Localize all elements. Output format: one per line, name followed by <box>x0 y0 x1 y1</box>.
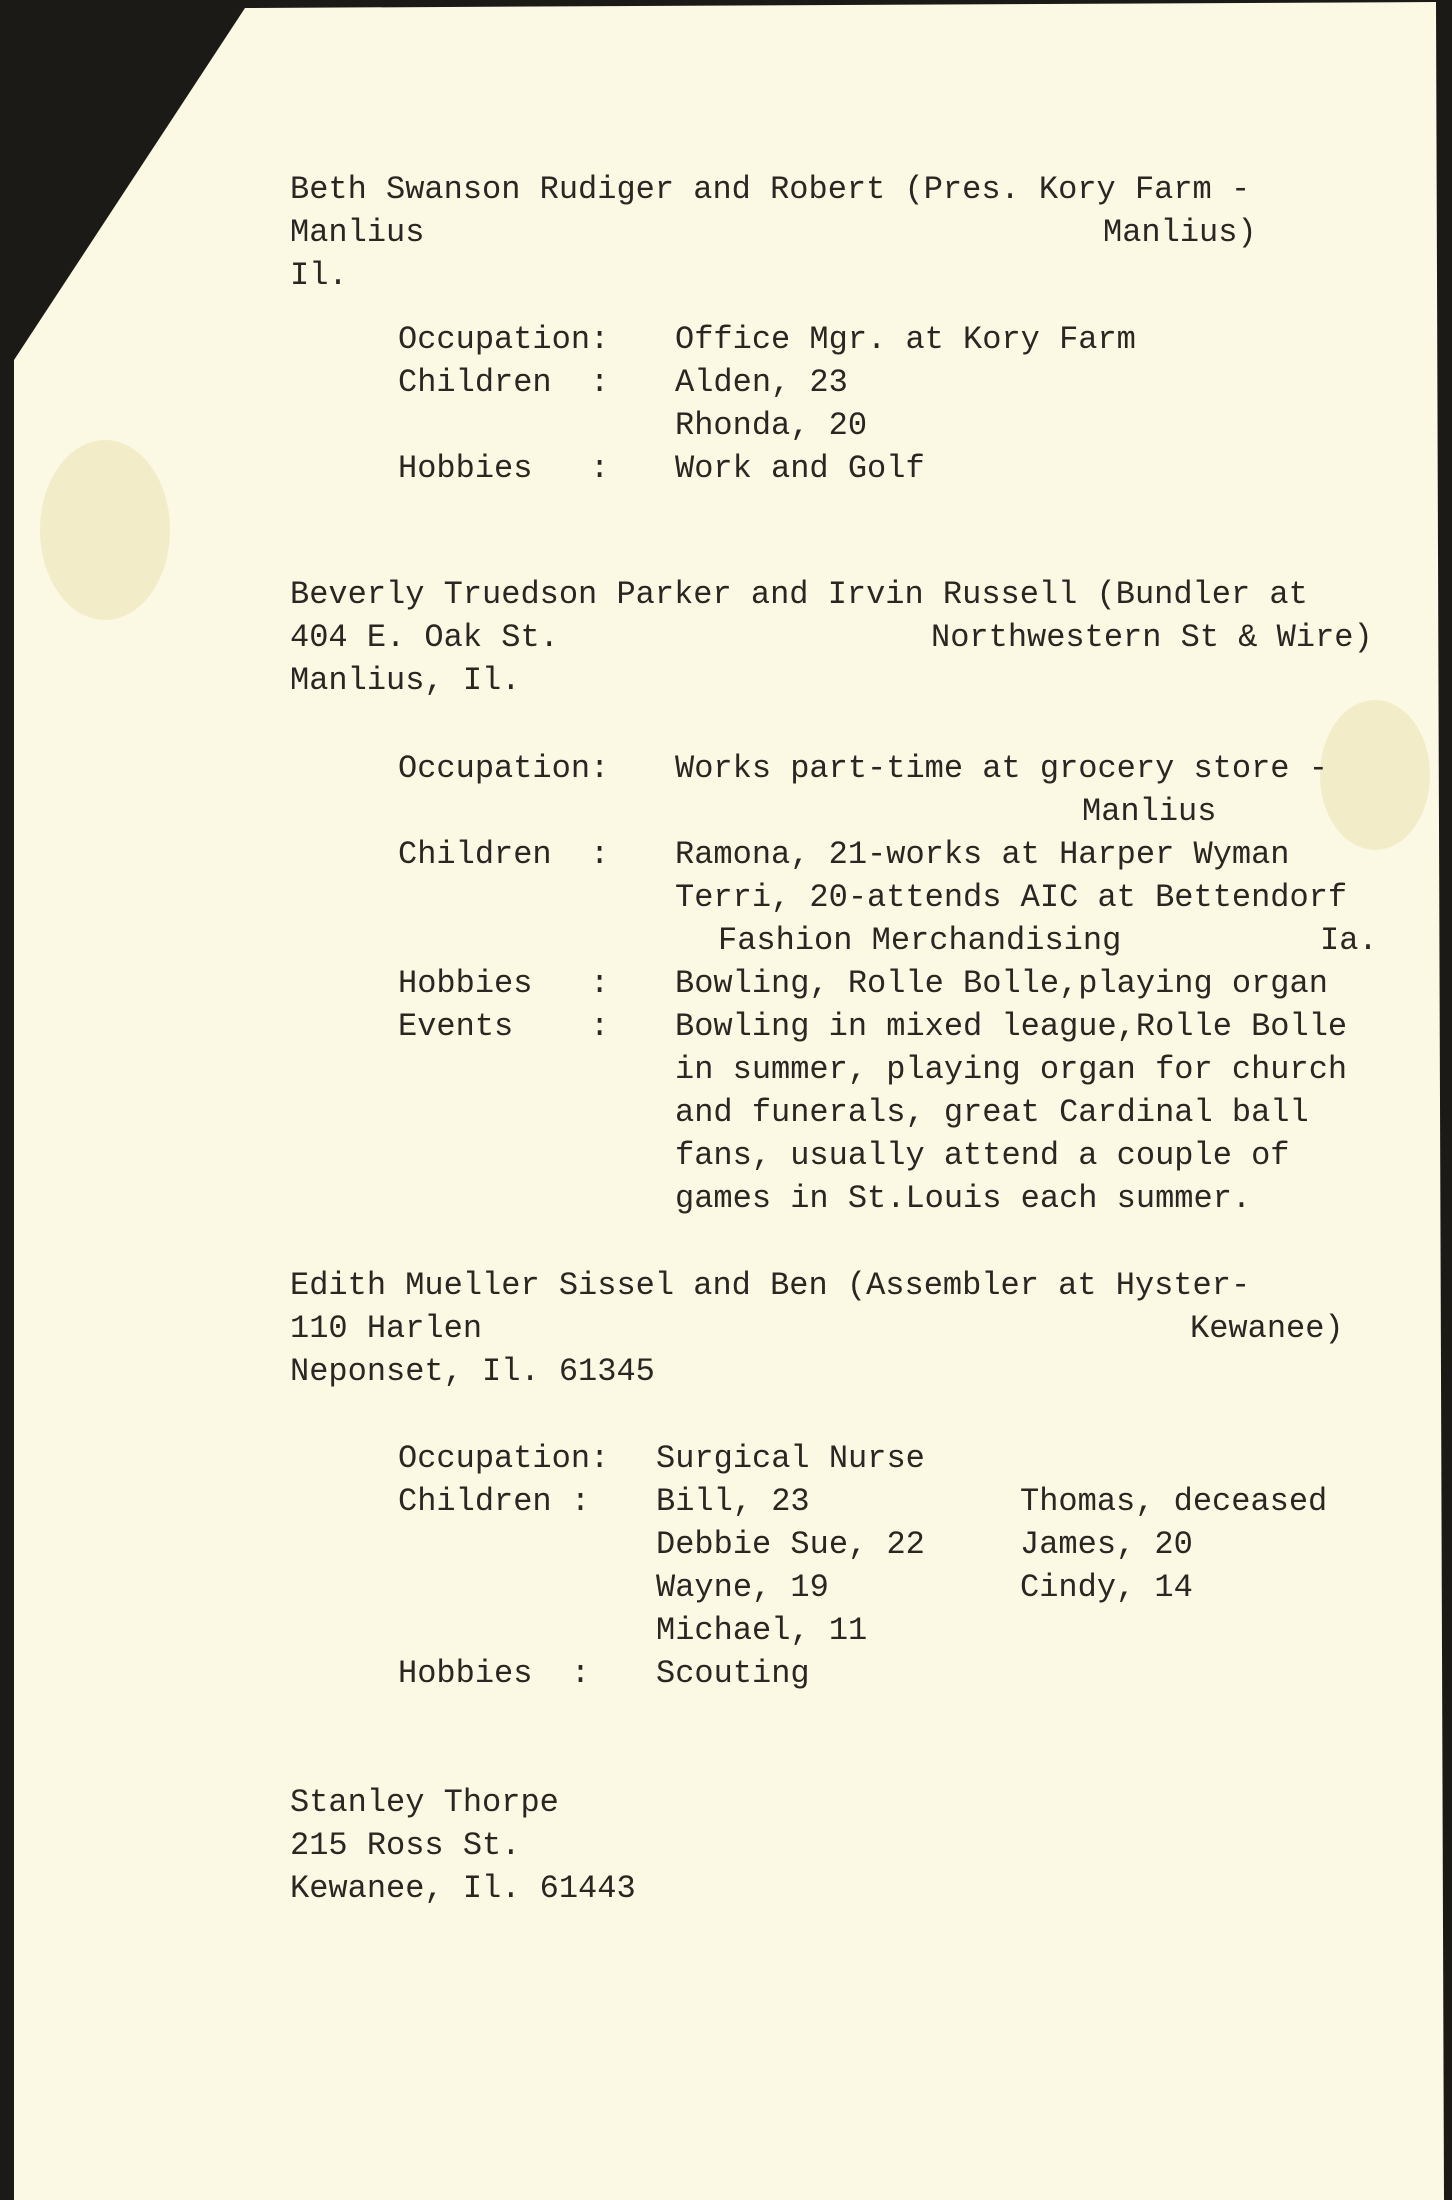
entry-address-line: 404 E. Oak St. <box>290 619 559 656</box>
entry-address-line: Kewanee, Il. 61443 <box>290 1870 636 1907</box>
child-entry: Cindy, 14 <box>1020 1569 1193 1606</box>
entry-name-line: Beth Swanson Rudiger and Robert (Pres. Kory Farm - <box>290 171 1251 208</box>
entry-spouse-continued: Manlius) <box>1103 214 1257 251</box>
events-value: games in St.Louis each summer. <box>675 1180 1252 1217</box>
children-label: Children : <box>398 364 610 401</box>
entry-spouse-continued: Kewanee) <box>1190 1310 1344 1347</box>
child-entry: Alden, 23 <box>675 364 848 401</box>
hobbies-value: Scouting <box>656 1655 810 1692</box>
events-value: in summer, playing organ for church <box>675 1051 1348 1088</box>
child-entry: Terri, 20-attends AIC at Bettendorf <box>675 879 1348 916</box>
hobbies-value: Work and Golf <box>675 450 925 487</box>
hobbies-value: Bowling, Rolle Bolle,playing organ <box>675 965 1328 1002</box>
occupation-label: Occupation: <box>398 750 610 787</box>
child-entry: Debbie Sue, 22 <box>656 1526 925 1563</box>
events-value: Bowling in mixed league,Rolle Bolle <box>675 1008 1348 1045</box>
entry-name-line: Edith Mueller Sissel and Ben (Assembler at Hyster- <box>290 1267 1251 1304</box>
entry-address-line: 215 Ross St. <box>290 1827 521 1864</box>
hobbies-label: Hobbies : <box>398 1655 591 1692</box>
hobbies-label: Hobbies : <box>398 450 610 487</box>
occupation-value: Manlius <box>1082 793 1217 830</box>
occupation-value: Surgical Nurse <box>656 1440 925 1477</box>
child-entry: Bill, 23 <box>656 1483 810 1520</box>
entry-address-line: 110 Harlen <box>290 1310 483 1347</box>
child-entry-note: Fashion Merchandising <box>718 922 1122 959</box>
events-value: fans, usually attend a couple of <box>675 1137 1290 1174</box>
child-entry: Rhonda, 20 <box>675 407 868 444</box>
events-value: and funerals, great Cardinal ball <box>675 1094 1309 1131</box>
occupation-value: Works part-time at grocery store - <box>675 750 1328 787</box>
child-entry: Thomas, deceased <box>1020 1483 1328 1520</box>
entry-address-line: Manlius, Il. <box>290 662 521 699</box>
children-label: Children : <box>398 1483 591 1520</box>
occupation-label: Occupation: <box>398 321 610 358</box>
child-entry: James, 20 <box>1020 1526 1193 1563</box>
entry-address-line: Il. <box>290 257 348 294</box>
entry-name-line: Beverly Truedson Parker and Irvin Russell (Bundler at <box>290 576 1308 613</box>
hobbies-label: Hobbies : <box>398 965 610 1002</box>
child-entry: Ramona, 21-works at Harper Wyman <box>675 836 1290 873</box>
child-entry: Wayne, 19 <box>656 1569 829 1606</box>
entry-spouse-continued: Northwestern St & Wire) <box>931 619 1373 656</box>
occupation-label: Occupation: <box>398 1440 610 1477</box>
children-label: Children : <box>398 836 610 873</box>
child-entry: Michael, 11 <box>656 1612 868 1649</box>
entry-address-line: Neponset, Il. 61345 <box>290 1353 655 1390</box>
child-entry-note: Ia. <box>1320 922 1378 959</box>
entry-address-line: Manlius <box>290 214 425 251</box>
entry-name-line: Stanley Thorpe <box>290 1784 559 1821</box>
events-label: Events : <box>398 1008 610 1045</box>
occupation-value: Office Mgr. at Kory Farm <box>675 321 1136 358</box>
